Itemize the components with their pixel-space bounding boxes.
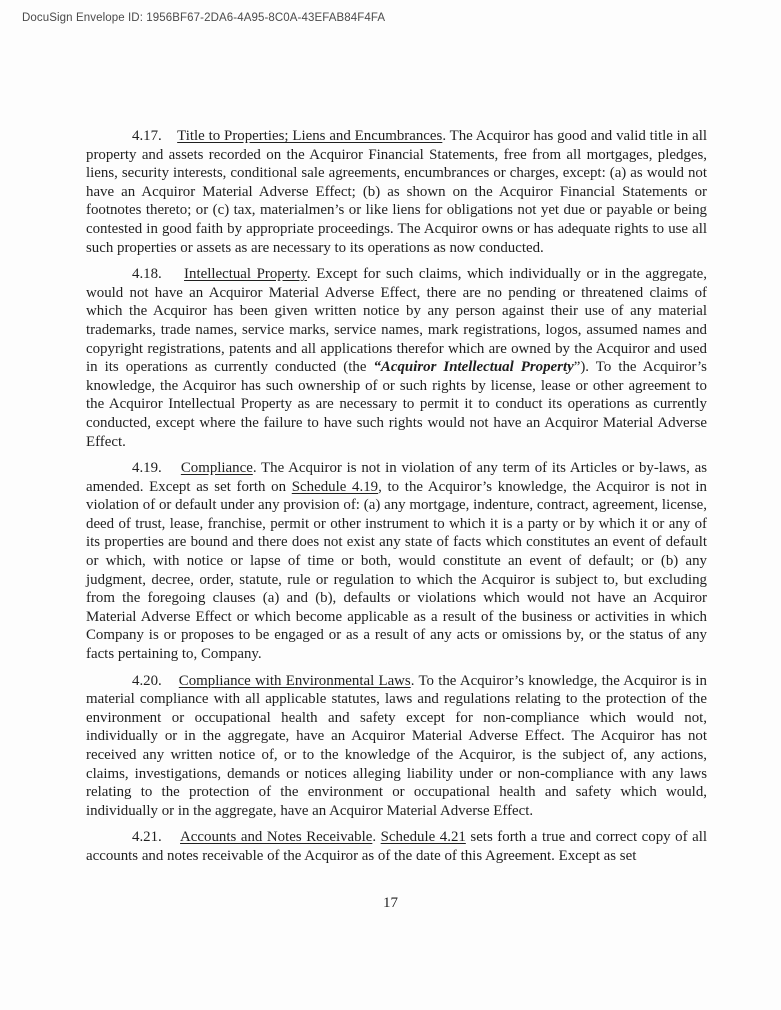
underlined-term: Intellectual Property (184, 266, 307, 283)
text-run: , to the Acquiror’s knowledge, the Acquiror is not in violation of or default under any provision of: (a) any mortgage, indenture, contract, agreement, license, deed of trust, lease, franchise, permit or other instrument to which it is a party or by which it or any of its properties are bound and there does not exist any state of facts which constitutes an event of default or which, with notice or lapse of time or both, would constitute an event of default; or (b) any judgment, decree, order, statute, rule or regulation to which the Acquiror is subject to, but excluding from the foregoing clauses (a) and (b), defaults or violations which would not have an Acquiror Material Adverse Effect or which become applicable as a result of the business or activities in which Company is or proposes to be engaged or as a result of any acts or omissions by, or the status of any facts pertaining to, Company. (86, 478, 707, 663)
text-run: sets forth a true and correct copy of all accounts and notes receivable of the Acquiror as of the date of this Agreement. Except as set (86, 829, 707, 864)
text-run: 4.21. (132, 829, 181, 846)
docusign-envelope-id: DocuSign Envelope ID: 1956BF67-2DA6-4A95-8C0A-43EFAB84F4FA (22, 12, 386, 24)
text-run: . The Acquiror has good and valid title in all property and assets recorded on the Acquiror Financial Statements, free from all mortgages, pledges, liens, security interests, conditional sale agreements, encumbrances or charges, except: (a) as would not have an Acquiror Material Adverse Effect; (b) as shown on the Acquiror Financial Statements or footnotes thereto; or (c) tax, materialmen’s or like liens for obligations not yet due or payable or being contested in good faith by appropriate proceedings. The Acquiror owns or has adequate rights to use all such properties or assets as are necessary to its operations as now conducted. (86, 128, 707, 256)
underlined-term: Accounts and Notes Receivable (180, 829, 373, 846)
text-run: 4.18. (132, 266, 185, 283)
paragraph (86, 828, 707, 865)
text-run: . Except for such claims, which individually or in the aggregate, would not have an Acquiror Material Adverse Effect, there are no pending or threatened claims of which the Acquiror has been given written notice by any person against their use of any material trademarks, trade names, service marks, service names, mark registrations, logos, assumed names and copyright registrations, patents and all applications therefor which are owned by the Acquiror and used in its operations as currently conducted (the (86, 266, 708, 376)
page-number: 17 (383, 895, 398, 911)
underlined-term: Compliance (180, 460, 253, 477)
underlined-term: Title to Properties; Liens and Encumbrances (177, 128, 443, 144)
text-run: 4.19. (132, 460, 181, 477)
paragraph (86, 459, 707, 664)
text-run: . (372, 829, 381, 846)
paragraph (86, 127, 707, 257)
text-run: 4.17. (132, 128, 178, 144)
document-body (86, 127, 707, 866)
paragraph (86, 672, 707, 821)
defined-term: “Acquiror Intellectual Property (373, 359, 574, 376)
paragraph (86, 265, 707, 451)
text-run: . To the Acquiror’s knowledge, the Acquiror is in material compliance with all applicable statutes, laws and regulations relating to the protection of the environment or occupational health and safety except for non-compliance which would not, individually or in the aggregate, have an Acquiror Material Adverse Effect. The Acquiror has not received any written notice of, or to the knowledge of the Acquiror, is the subject of, any actions, claims, investigations, demands or notices alleging liability under or non-compliance with any laws relating to the protection of the environment or occupational health and safety which would, individually or in the aggregate, have an Acquiror Material Adverse Effect. (86, 672, 708, 819)
text-run: ”). To the Acquiror’s knowledge, the Acquiror has such ownership of or such rights by license, lease or other agreement to the Acquiror Intellectual Property as are necessary to permit it to conduct its operations as currently conducted, except where the failure to have such rights would not have an Acquiror Material Adverse Effect. (86, 359, 707, 450)
text-run: . The Acquiror is not in violation of any term of its Articles or by-laws, as amended. Except as set forth on (86, 460, 708, 495)
underlined-term: Schedule 4.19 (291, 478, 379, 495)
underlined-term: Schedule 4.21 (380, 829, 466, 846)
text-run: 4.20. (132, 672, 179, 689)
underlined-term: Compliance with Environmental Laws (178, 672, 411, 689)
